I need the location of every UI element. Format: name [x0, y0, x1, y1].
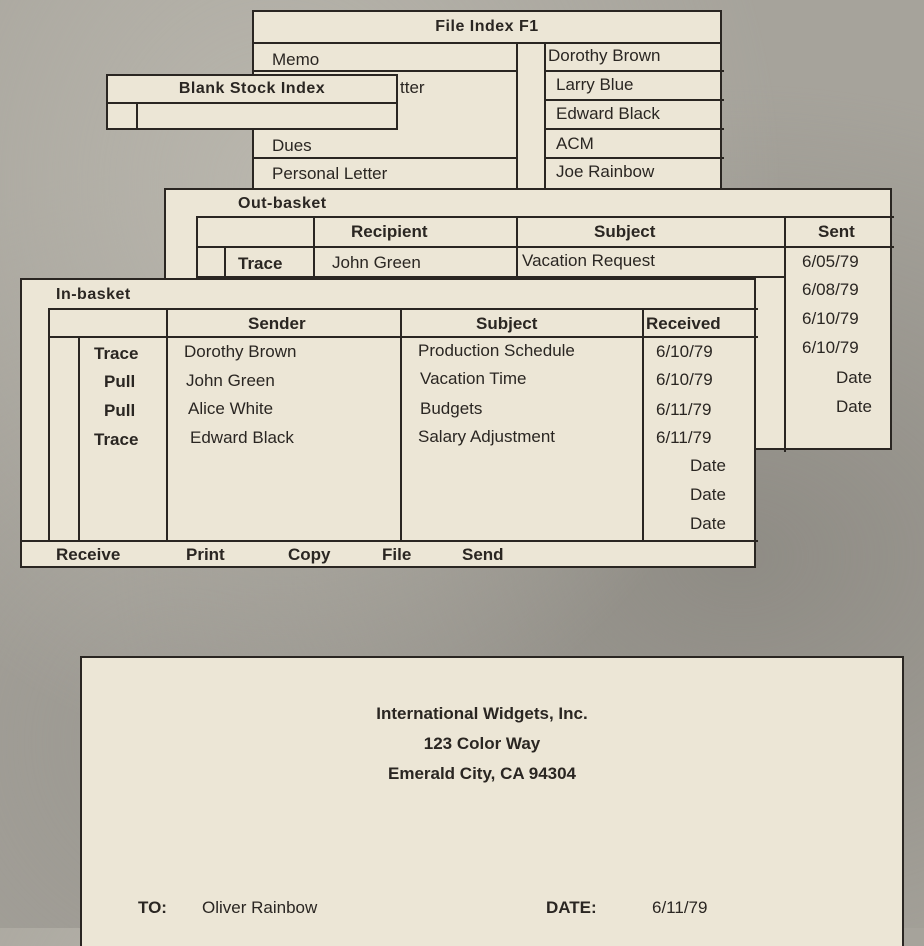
letter-date-value[interactable]: 6/11/79: [652, 898, 708, 917]
blank-stock-title: Blank Stock Index: [178, 80, 326, 97]
file-index-title: File Index F1: [435, 18, 539, 35]
out-basket-header-subject: Subject: [594, 222, 656, 241]
in-basket-row-action[interactable]: Trace: [94, 344, 139, 363]
letter-company: International Widgets, Inc.: [376, 704, 588, 723]
in-basket-header-received: Received: [646, 314, 721, 333]
in-basket-received-cell: Date: [690, 456, 726, 475]
in-basket-header-sender: Sender: [248, 314, 306, 333]
file-index-item-larry-blue[interactable]: Larry Blue: [556, 75, 634, 94]
blank-stock-window: [106, 74, 398, 130]
in-basket-row-received: 6/10/79: [656, 342, 713, 361]
in-basket-row-action[interactable]: Pull: [104, 372, 136, 391]
out-basket-sent-cell: 6/10/79: [802, 309, 859, 328]
menu-receive[interactable]: Receive: [56, 545, 121, 564]
in-basket-header-subject: Subject: [476, 314, 538, 333]
menu-file[interactable]: File: [382, 545, 412, 564]
out-basket-row-sent: 6/05/79: [802, 252, 859, 271]
file-index-item-dorothy-brown[interactable]: Dorothy Brown: [548, 46, 661, 65]
in-basket-row-sender[interactable]: Edward Black: [190, 428, 294, 447]
in-basket-row-sender[interactable]: Alice White: [188, 399, 274, 418]
file-index-item-dues[interactable]: Dues: [272, 136, 312, 155]
out-basket-sent-cell: Date: [836, 368, 872, 387]
in-basket-row-subject[interactable]: Salary Adjustment: [418, 427, 556, 446]
menu-copy[interactable]: Copy: [288, 545, 331, 564]
file-index-item-joe-rainbow[interactable]: Joe Rainbow: [556, 162, 655, 181]
in-basket-row-sender[interactable]: Dorothy Brown: [184, 342, 297, 361]
letter-document: [80, 656, 904, 946]
in-basket-received-cell: Date: [690, 514, 726, 533]
out-basket-sent-cell: 6/08/79: [802, 280, 859, 299]
in-basket-row-subject[interactable]: Budgets: [420, 399, 483, 418]
menu-print[interactable]: Print: [186, 545, 225, 564]
menu-send[interactable]: Send: [462, 545, 504, 564]
file-index-item-personal-letter[interactable]: Personal Letter: [272, 164, 388, 183]
in-basket-row-received: 6/11/79: [656, 428, 712, 447]
letter-to-value[interactable]: Oliver Rainbow: [202, 898, 318, 917]
in-basket-row-received: 6/10/79: [656, 370, 713, 389]
out-basket-row-subject[interactable]: Vacation Request: [522, 251, 655, 270]
out-basket-title: Out-basket: [238, 195, 327, 212]
file-index-item-memo[interactable]: Memo: [272, 50, 320, 69]
file-index-item-edward-black[interactable]: Edward Black: [556, 104, 660, 123]
file-index-item-acm[interactable]: ACM: [556, 134, 594, 153]
in-basket-row-subject[interactable]: Production Schedule: [418, 341, 575, 360]
in-basket-row-received: 6/11/79: [656, 400, 712, 419]
in-basket-row-action[interactable]: Pull: [104, 401, 136, 420]
in-basket-row-action[interactable]: Trace: [94, 430, 139, 449]
out-basket-sent-cell: Date: [836, 397, 872, 416]
in-basket-window: [20, 278, 756, 568]
letter-street: 123 Color Way: [423, 734, 541, 753]
in-basket-row-subject[interactable]: Vacation Time: [420, 369, 527, 388]
file-index-item-letter[interactable]: tter: [400, 78, 425, 97]
out-basket-sent-cell: 6/10/79: [802, 338, 859, 357]
out-basket-header-sent: Sent: [818, 222, 855, 241]
letter-to-label: TO:: [138, 898, 167, 917]
in-basket-row-sender[interactable]: John Green: [186, 371, 275, 390]
letter-date-label: DATE:: [546, 898, 597, 917]
in-basket-received-cell: Date: [690, 485, 726, 504]
letter-city: Emerald City, CA 94304: [387, 764, 577, 783]
out-basket-header-recipient: Recipient: [351, 222, 428, 241]
out-basket-row-recipient[interactable]: John Green: [332, 253, 421, 272]
out-basket-row-action[interactable]: Trace: [238, 254, 283, 273]
in-basket-title: In-basket: [56, 286, 131, 303]
